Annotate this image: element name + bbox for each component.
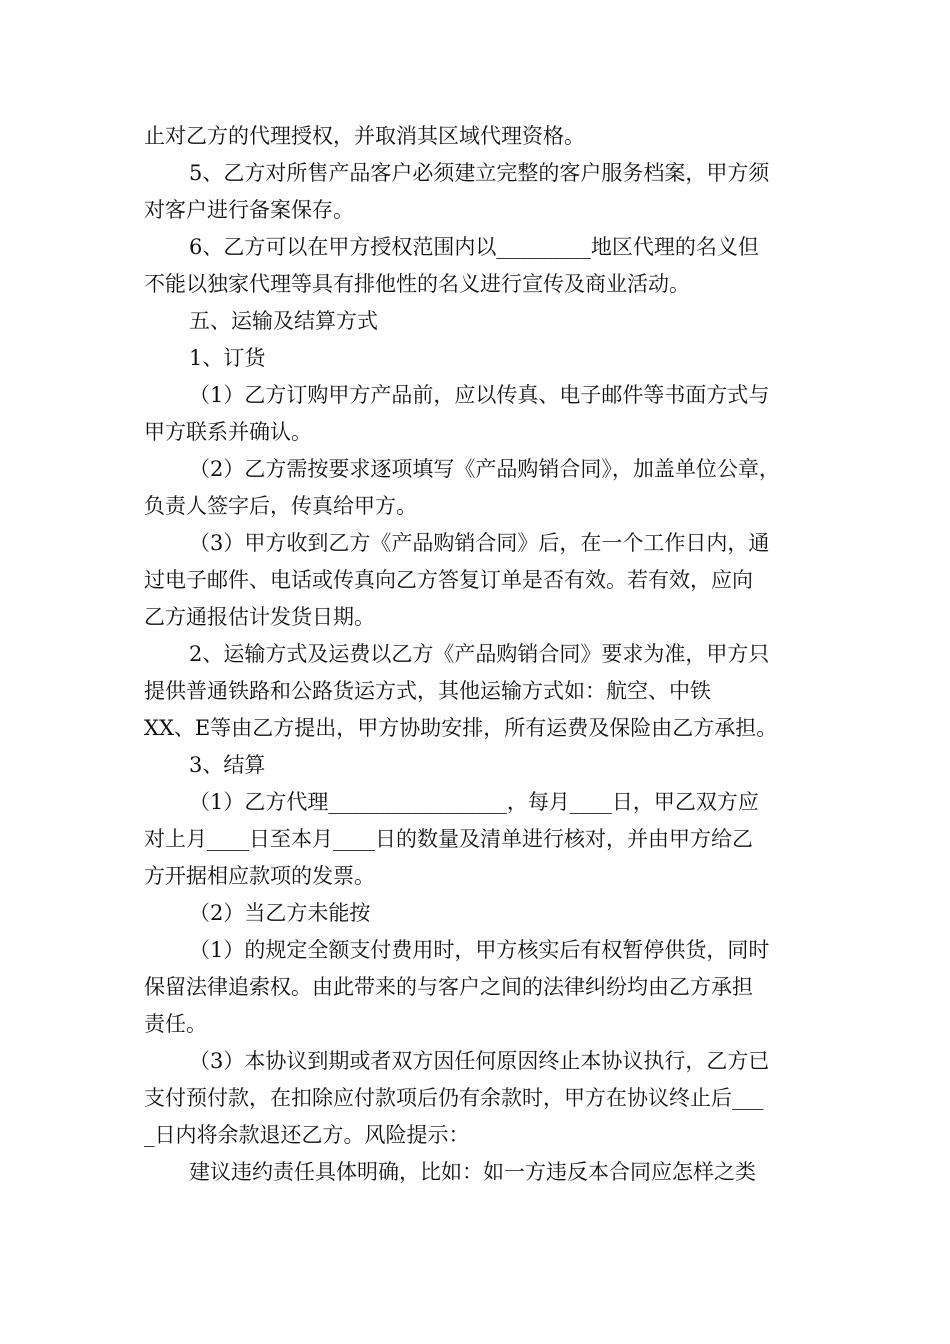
text-line: 建议违约责任具体明确，比如：如一方违反本合同应怎样之类: [189, 1160, 756, 1184]
text-line: XX、E等由乙方提出，甲方协助安排，所有运费及保险由乙方承担。: [144, 716, 778, 740]
text-line: 止对乙方的代理授权，并取消其区域代理资格。: [144, 124, 585, 148]
text-line: 负责人签字后，传真给甲方。: [144, 494, 417, 518]
text-line: （2）乙方需按要求逐项填写《产品购销合同》，加盖单位公章，: [189, 457, 780, 481]
text-line: （3）甲方收到乙方《产品购销合同》后，在一个工作日内，通: [189, 531, 770, 555]
text-line: 责任。: [144, 1012, 207, 1036]
section-heading: 五、运输及结算方式: [189, 309, 378, 333]
text-line: 提供普通铁路和公路货运方式，其他运输方式如：航空、中铁: [144, 679, 711, 703]
text-line: （3）本协议到期或者双方因任何原因终止本协议执行，乙方已: [189, 1049, 770, 1073]
subsection-heading: 1、订货: [189, 346, 266, 370]
text-line: 过电子邮件、电话或传真向乙方答复订单是否有效。若有效，应向: [144, 568, 753, 592]
text-line: 方开据相应款项的发票。: [144, 864, 375, 888]
text-line: 不能以独家代理等具有排他性的名义进行宣传及商业活动。: [144, 272, 690, 296]
text-line: 支付预付款，在扣除应付款项后仍有余款时，甲方在协议终止后___: [144, 1086, 764, 1110]
subsection-heading: 3、结算: [189, 753, 266, 777]
text-line: （1）乙方代理_________________，每月____日，甲乙双方应: [189, 790, 759, 814]
text-line: 2、运输方式及运费以乙方《产品购销合同》要求为准，甲方只: [189, 642, 770, 666]
text-line: （1）乙方订购甲方产品前，应以传真、电子邮件等书面方式与: [189, 383, 770, 407]
text-line: 保留法律追索权。由此带来的与客户之间的法律纠纷均由乙方承担: [144, 975, 753, 999]
text-line: （1）的规定全额支付费用时，甲方核实后有权暂停供货，同时: [189, 938, 770, 962]
text-line: 乙方通报估计发货日期。: [144, 605, 375, 629]
document-body: [144, 118, 812, 1191]
text-line: 对上月____日至本月____日的数量及清单进行核对，并由甲方给乙: [144, 827, 753, 851]
text-line: 甲方联系并确认。: [144, 420, 312, 444]
text-line: _日内将余款退还乙方。风险提示：: [144, 1123, 470, 1147]
text-line: 5、乙方对所售产品客户必须建立完整的客户服务档案，甲方须: [189, 161, 770, 185]
text-line: 对客户进行备案保存。: [144, 198, 354, 222]
text-line: （2）当乙方未能按: [189, 901, 371, 925]
text-line: 6、乙方可以在甲方授权范围内以_________地区代理的名义但: [189, 235, 759, 259]
